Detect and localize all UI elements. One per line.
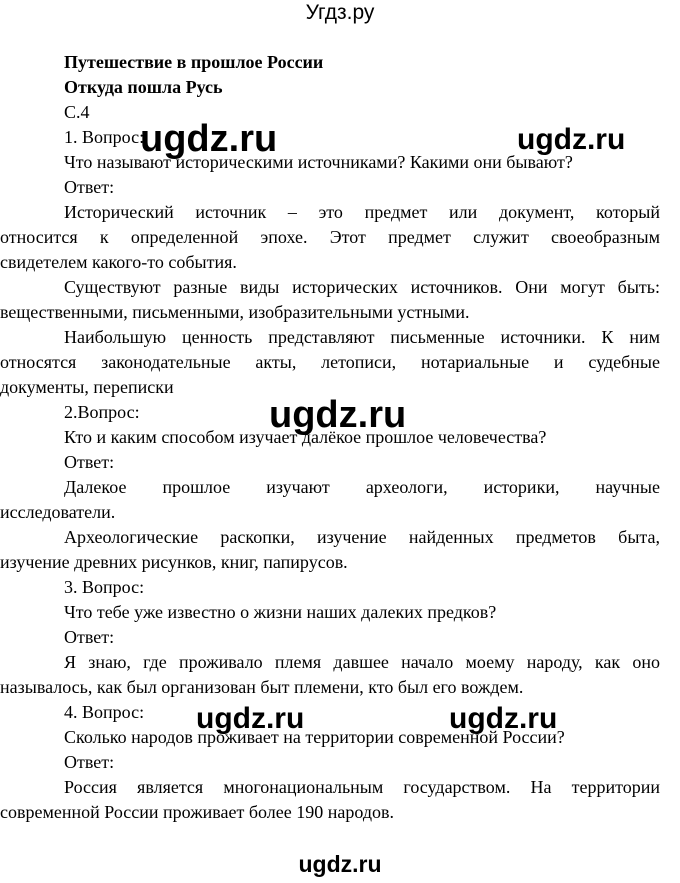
answer-4-line: современной России проживает более 190 народов. bbox=[0, 802, 395, 822]
question-3-label: 3. Вопрос: bbox=[64, 577, 145, 597]
answer-2-line: исследователи. bbox=[0, 502, 116, 522]
answer-2-line: Далекое прошлое изучают археологи, историки, научные bbox=[64, 477, 660, 497]
answer-3-label: Ответ: bbox=[64, 627, 115, 647]
question-1-text: Что называют историческими источниками? Какими они бывают? bbox=[64, 152, 573, 172]
answer-1-label: Ответ: bbox=[64, 177, 115, 197]
watermark: ugdz.ru bbox=[449, 702, 558, 735]
answer-1-line: документы, переписки bbox=[0, 377, 174, 397]
answer-3-line: называлось, как был организован быт племени, кто был его вождем. bbox=[0, 677, 524, 697]
answer-2-line: Археологические раскопки, изучение найденных предметов быта, bbox=[64, 527, 660, 547]
footer-watermark: ugdz.ru bbox=[298, 851, 382, 877]
watermark: ugdz.ru bbox=[196, 702, 305, 735]
answer-4-label: Ответ: bbox=[64, 752, 115, 772]
section-title: Путешествие в прошлое России bbox=[64, 52, 324, 72]
answer-1-line: свидетелем какого-то события. bbox=[0, 252, 237, 272]
topic-title: Откуда пошла Русь bbox=[64, 77, 223, 97]
question-3-text: Что тебе уже известно о жизни наших далеких предков? bbox=[64, 602, 497, 622]
question-2-label: 2.Вопрос: bbox=[64, 402, 140, 422]
answer-1-line: Исторический источник – это предмет или документ, который bbox=[64, 202, 660, 222]
question-4-text: Сколько народов проживает на территории современной России? bbox=[64, 727, 565, 747]
watermark: ugdz.ru bbox=[269, 394, 407, 436]
answer-2-label: Ответ: bbox=[64, 452, 115, 472]
answer-1-line: Наибольшую ценность представляют письменные источники. К ним bbox=[64, 327, 660, 347]
answer-1-line: относится к определенной эпохе. Этот предмет служит своеобразным bbox=[0, 227, 660, 247]
answer-3-line: Я знаю, где проживало племя давшее начало моему народу, как оно bbox=[64, 652, 660, 672]
document-body bbox=[0, 50, 660, 825]
answer-2-line: изучение древних рисунков, книг, папирусов. bbox=[0, 552, 348, 572]
answer-1-line: вещественными, письменными, изобразительными устными. bbox=[0, 302, 470, 322]
answer-4-line: Россия является многонациональным государством. На территории bbox=[64, 777, 660, 797]
answer-1-line: относятся законодательные акты, летописи, нотариальные и судебные bbox=[0, 352, 660, 372]
site-title: Угдз.ру bbox=[305, 1, 375, 24]
question-1-label: 1. Вопрос: bbox=[64, 127, 145, 147]
watermark: ugdz.ru bbox=[517, 123, 626, 156]
question-4-label: 4. Вопрос: bbox=[64, 702, 145, 722]
question-2-text: Кто и каким способом изучает далёкое прошлое человечества? bbox=[64, 427, 547, 447]
answer-1-line: Существуют разные виды исторических источников. Они могут быть: bbox=[64, 277, 660, 297]
page-number: С.4 bbox=[64, 102, 90, 122]
watermark: ugdz.ru bbox=[140, 118, 278, 160]
